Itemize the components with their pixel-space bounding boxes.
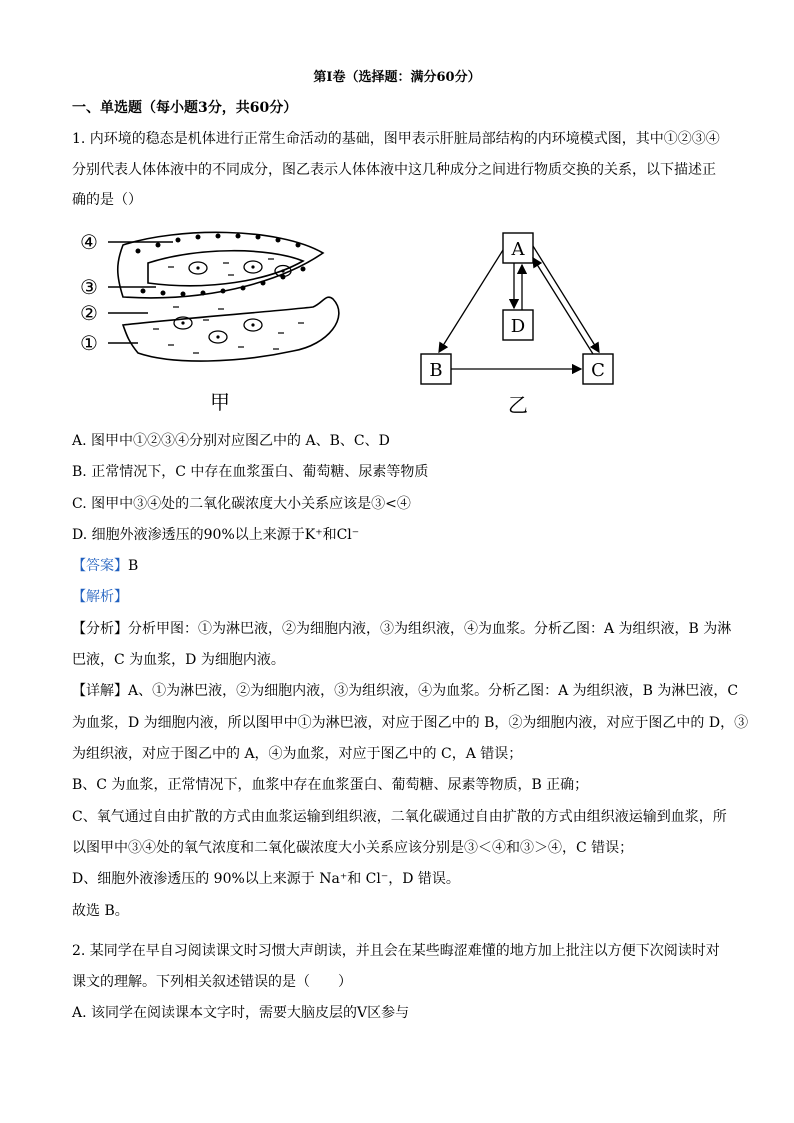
detail-line-6: 以图甲中③④处的氧气浓度和二氧化碳浓度大小关系应该分别是③＜④和③＞④，C 错误； <box>72 840 634 856</box>
analysis-line-1 <box>72 618 732 640</box>
answer-value: B <box>128 558 139 574</box>
figure-yi <box>415 228 625 418</box>
figure-jia <box>78 225 358 420</box>
analysis-subtag: 【分析】 <box>72 621 128 637</box>
q1-stem-line-1: 1. 内环境的稳态是机体进行正常生命活动的基础，图甲表示肝脏局部结构的内环境模式图，其中①②③④ <box>72 131 720 147</box>
q1-stem-line-2: 分别代表人体体液中的不同成分，图乙表示人体体液中这几种成分之间进行物质交换的关系，以下描述正 <box>72 162 716 178</box>
analysis-tag: 【解析】 <box>72 589 128 605</box>
q1-stem-line-3: 确的是（） <box>72 192 142 208</box>
detail-line-2: 为血浆，D 为细胞内液，所以图甲中①为淋巴液，对应于图乙中的 B，②为细胞内液，对应于图乙中的 D，③ <box>72 715 749 731</box>
answer-tag: 【答案】 <box>72 558 128 574</box>
node-b-label: B <box>429 360 443 381</box>
analysis-text-1: 分析甲图：①为淋巴液，②为细胞内液，③为组织液，④为血浆。分析乙图：A 为组织液，B 为淋 <box>128 621 732 637</box>
label-1: ① <box>80 331 98 355</box>
q1-option-d: D. 细胞外液渗透压的90%以上来源于K⁺和Cl⁻ <box>72 527 360 543</box>
q1-option-a: A. 图甲中①②③④分别对应图乙中的 A、B、C、D <box>72 433 390 449</box>
answer-line <box>72 555 732 577</box>
vessel-lumen <box>148 251 303 286</box>
q2-stem-line-2: 课文的理解。下列相关叙述错误的是（ ） <box>72 974 352 990</box>
detail-line-1 <box>72 680 739 702</box>
detail-line-4: B、C 为血浆，正常情况下，血浆中存在血浆蛋白、葡萄糖、尿素等物质，B 正确； <box>72 777 589 793</box>
q2-stem-line-1: 2. 某同学在早自习阅读课文时习惯大声朗读，并且会在某些晦涩难懂的地方加上批注以方便下次阅读时对 <box>72 943 720 959</box>
q1-option-c: C. 图甲中③④处的二氧化碳浓度大小关系应该是③<④ <box>72 496 411 512</box>
detail-tag: 【详解】 <box>72 683 128 699</box>
q1-option-b: B. 正常情况下，C 中存在血浆蛋白、葡萄糖、尿素等物质 <box>72 464 429 480</box>
conclusion: 故选 B。 <box>72 903 129 919</box>
figure-yi-caption: 乙 <box>508 393 528 417</box>
page-title: 第Ⅰ卷（选择题：满分60分） <box>313 70 481 85</box>
node-a-label: A <box>511 239 525 260</box>
label-2: ② <box>80 301 98 325</box>
section-heading: 一、单选题（每小题3分，共60分） <box>72 100 298 116</box>
q2-option-a: A. 该同学在阅读课本文字时，需要大脑皮层的Ⅴ区参与 <box>72 1005 410 1021</box>
analysis-line-2: 巴液，C 为血浆，D 为细胞内液。 <box>72 652 285 668</box>
detail-line-5: C、氧气通过自由扩散的方式由血浆运输到组织液，二氧化碳通过自由扩散的方式由组织液运输到血浆，所 <box>72 809 727 825</box>
detail-line-3: 为组织液，对应于图乙中的 A，④为血浆，对应于图乙中的 C，A 错误； <box>72 746 523 762</box>
label-3: ③ <box>80 275 98 299</box>
figure-jia-caption: 甲 <box>210 390 230 414</box>
detail-text-1: A、①为淋巴液，②为细胞内液，③为组织液，④为血浆。分析乙图：A 为组织液，B 为淋巴液，C <box>128 683 739 699</box>
node-c-label: C <box>591 360 605 381</box>
node-d-label: D <box>510 316 526 337</box>
label-4: ④ <box>80 230 98 254</box>
detail-line-7: D、细胞外液渗透压的 90%以上来源于 Na⁺和 Cl⁻，D 错误。 <box>72 871 460 887</box>
